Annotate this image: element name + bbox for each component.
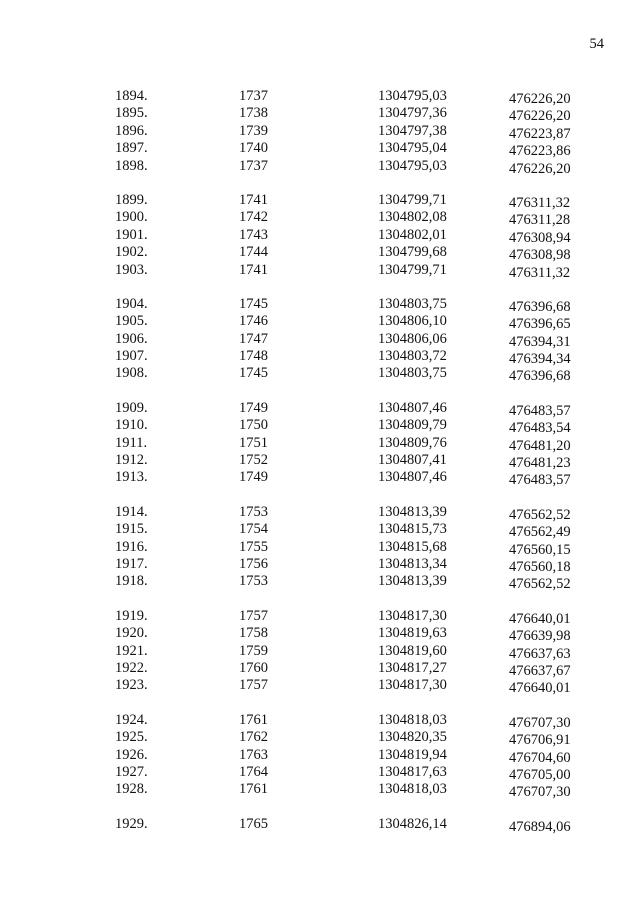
row-number: 1907. xyxy=(115,348,148,365)
point-id: 1757 xyxy=(239,607,268,624)
coordinate-y: 476396,68 xyxy=(509,298,571,315)
coordinate-x: 1304797,36 xyxy=(378,105,447,122)
coordinate-y: 476481,23 xyxy=(509,455,571,472)
row-number: 1898. xyxy=(115,157,148,174)
coordinate-y: 476706,91 xyxy=(509,732,571,749)
row-number: 1923. xyxy=(115,677,148,694)
coordinate-x: 1304815,73 xyxy=(378,521,447,538)
row-group xyxy=(0,504,640,591)
point-id: 1737 xyxy=(239,88,268,104)
row-number: 1911. xyxy=(115,434,148,451)
coordinate-x: 1304797,38 xyxy=(378,122,447,139)
row-number: 1914. xyxy=(115,503,148,520)
point-id: 1744 xyxy=(239,244,268,261)
coordinate-y: 476226,20 xyxy=(509,91,571,107)
coordinate-x: 1304802,08 xyxy=(378,209,447,226)
coordinate-y: 476481,20 xyxy=(509,437,571,454)
coordinate-x: 1304803,72 xyxy=(378,348,447,365)
coordinate-y: 476394,34 xyxy=(509,351,571,368)
coordinate-y: 476640,01 xyxy=(509,680,571,697)
point-id: 1752 xyxy=(239,452,268,469)
row-number: 1908. xyxy=(115,365,148,382)
coordinate-x: 1304817,27 xyxy=(378,659,447,676)
table-row xyxy=(0,192,640,209)
coordinate-y: 476308,98 xyxy=(509,247,571,264)
coordinate-y: 476707,30 xyxy=(509,784,571,801)
coordinate-x: 1304826,14 xyxy=(378,815,447,832)
table-row xyxy=(0,677,640,697)
point-id: 1761 xyxy=(239,781,268,798)
point-id: 1762 xyxy=(239,729,268,746)
table-row xyxy=(0,313,640,333)
row-number: 1916. xyxy=(115,538,148,555)
coordinate-x: 1304818,03 xyxy=(378,781,447,798)
row-number: 1906. xyxy=(115,330,148,347)
coordinate-x: 1304809,76 xyxy=(378,434,447,451)
row-group xyxy=(0,192,640,279)
coordinate-x: 1304813,34 xyxy=(378,555,447,572)
table-row xyxy=(0,123,640,140)
table-row xyxy=(0,452,640,472)
point-id: 1747 xyxy=(239,330,268,347)
point-id: 1743 xyxy=(239,226,268,243)
point-id: 1760 xyxy=(239,659,268,676)
coordinate-y: 476396,68 xyxy=(509,368,571,385)
table-row xyxy=(0,140,640,160)
coordinate-y: 476704,60 xyxy=(509,749,571,766)
table-row xyxy=(0,712,640,729)
table-row xyxy=(0,348,640,368)
coordinate-y: 476560,18 xyxy=(509,558,571,575)
coordinate-x: 1304807,46 xyxy=(378,399,447,416)
point-id: 1750 xyxy=(239,417,268,434)
coordinate-x: 1304819,94 xyxy=(378,746,447,763)
coordinate-x: 1304795,04 xyxy=(378,140,447,157)
coordinate-x: 1304809,79 xyxy=(378,417,447,434)
row-number: 1915. xyxy=(115,521,148,538)
table-row xyxy=(0,643,640,660)
coordinate-y: 476562,49 xyxy=(509,524,571,541)
row-number: 1929. xyxy=(115,815,148,832)
table-row xyxy=(0,504,640,521)
table-row xyxy=(0,539,640,556)
row-number: 1925. xyxy=(115,729,148,746)
row-number: 1917. xyxy=(115,555,148,572)
table-row xyxy=(0,660,640,677)
point-id: 1753 xyxy=(239,503,268,520)
table-row xyxy=(0,88,640,105)
row-number: 1905. xyxy=(115,313,148,330)
table-row xyxy=(0,469,640,489)
row-number: 1899. xyxy=(115,191,148,208)
point-id: 1765 xyxy=(239,815,268,832)
coordinate-y: 476226,20 xyxy=(509,108,571,125)
point-id: 1742 xyxy=(239,209,268,226)
point-id: 1753 xyxy=(239,573,268,590)
coordinate-x: 1304818,03 xyxy=(378,711,447,728)
table-row xyxy=(0,331,640,348)
point-id: 1763 xyxy=(239,746,268,763)
coordinate-y: 476311,32 xyxy=(509,194,571,211)
coordinate-y: 476707,30 xyxy=(509,714,571,731)
coordinate-x: 1304802,01 xyxy=(378,226,447,243)
point-id: 1759 xyxy=(239,642,268,659)
table-row xyxy=(0,105,640,125)
table-row xyxy=(0,365,640,385)
row-number: 1903. xyxy=(115,261,148,278)
point-id: 1751 xyxy=(239,434,268,451)
point-id: 1745 xyxy=(239,295,268,312)
row-number: 1919. xyxy=(115,607,148,624)
row-number: 1921. xyxy=(115,642,148,659)
table-row xyxy=(0,764,640,781)
point-id: 1741 xyxy=(239,261,268,278)
point-id: 1756 xyxy=(239,555,268,572)
table-row xyxy=(0,417,640,437)
point-id: 1761 xyxy=(239,711,268,728)
coordinate-y: 476562,52 xyxy=(509,506,571,523)
row-number: 1920. xyxy=(115,625,148,642)
point-id: 1758 xyxy=(239,625,268,642)
coordinate-x: 1304813,39 xyxy=(378,573,447,590)
point-id: 1764 xyxy=(239,763,268,780)
coordinate-x: 1304817,30 xyxy=(378,677,447,694)
point-id: 1739 xyxy=(239,122,268,139)
row-number: 1897. xyxy=(115,140,148,157)
coordinate-x: 1304799,71 xyxy=(378,191,447,208)
table-row xyxy=(0,625,640,645)
coordinate-y: 476894,06 xyxy=(509,818,571,835)
table-row xyxy=(0,227,640,244)
coordinate-y: 476308,94 xyxy=(509,229,571,246)
row-number: 1894. xyxy=(115,88,148,104)
table-row xyxy=(0,262,640,279)
coordinate-x: 1304819,60 xyxy=(378,642,447,659)
row-number: 1913. xyxy=(115,469,148,486)
table-row xyxy=(0,400,640,417)
coordinate-x: 1304815,68 xyxy=(378,538,447,555)
point-id: 1755 xyxy=(239,538,268,555)
coordinate-y: 476223,86 xyxy=(509,143,571,160)
row-number: 1896. xyxy=(115,122,148,139)
coordinate-y: 476640,01 xyxy=(509,610,571,627)
row-number: 1912. xyxy=(115,452,148,469)
coordinate-y: 476226,20 xyxy=(509,160,571,177)
row-number: 1918. xyxy=(115,573,148,590)
point-id: 1754 xyxy=(239,521,268,538)
point-id: 1738 xyxy=(239,105,268,122)
coordinate-x: 1304807,46 xyxy=(378,469,447,486)
coordinate-x: 1304795,03 xyxy=(378,88,447,104)
row-group xyxy=(0,296,640,383)
point-id: 1749 xyxy=(239,399,268,416)
row-group xyxy=(0,816,640,833)
row-number: 1910. xyxy=(115,417,148,434)
row-group xyxy=(0,400,640,487)
coordinate-y: 476483,57 xyxy=(509,472,571,489)
row-number: 1909. xyxy=(115,399,148,416)
coordinate-x: 1304795,03 xyxy=(378,157,447,174)
table-row xyxy=(0,556,640,573)
row-number: 1900. xyxy=(115,209,148,226)
table-row xyxy=(0,209,640,229)
coordinate-x: 1304806,10 xyxy=(378,313,447,330)
coordinate-y: 476311,32 xyxy=(509,264,571,281)
coordinate-x: 1304819,63 xyxy=(378,625,447,642)
table-row xyxy=(0,521,640,541)
row-number: 1927. xyxy=(115,763,148,780)
row-group xyxy=(0,88,640,175)
row-group xyxy=(0,608,640,695)
point-id: 1757 xyxy=(239,677,268,694)
coordinate-x: 1304799,71 xyxy=(378,261,447,278)
row-number: 1922. xyxy=(115,659,148,676)
row-number: 1928. xyxy=(115,781,148,798)
table-row xyxy=(0,435,640,452)
row-number: 1901. xyxy=(115,226,148,243)
row-group xyxy=(0,712,640,799)
coordinate-y: 476637,63 xyxy=(509,645,571,662)
coordinates-table xyxy=(0,88,640,850)
coordinate-x: 1304803,75 xyxy=(378,365,447,382)
coordinate-y: 476311,28 xyxy=(509,212,571,229)
coordinate-y: 476483,57 xyxy=(509,402,571,419)
coordinate-y: 476705,00 xyxy=(509,766,571,783)
coordinate-x: 1304803,75 xyxy=(378,295,447,312)
coordinate-x: 1304806,06 xyxy=(378,330,447,347)
point-id: 1748 xyxy=(239,348,268,365)
coordinate-y: 476639,98 xyxy=(509,628,571,645)
row-number: 1895. xyxy=(115,105,148,122)
coordinate-y: 476394,31 xyxy=(509,333,571,350)
coordinate-y: 476637,67 xyxy=(509,662,571,679)
coordinate-y: 476223,87 xyxy=(509,125,571,142)
point-id: 1745 xyxy=(239,365,268,382)
point-id: 1740 xyxy=(239,140,268,157)
coordinate-x: 1304799,68 xyxy=(378,244,447,261)
row-number: 1926. xyxy=(115,746,148,763)
coordinate-x: 1304820,35 xyxy=(378,729,447,746)
table-row xyxy=(0,573,640,593)
coordinate-y: 476483,54 xyxy=(509,420,571,437)
row-number: 1904. xyxy=(115,295,148,312)
page-number: 54 xyxy=(589,36,604,52)
coordinate-x: 1304817,30 xyxy=(378,607,447,624)
table-row xyxy=(0,729,640,749)
table-row xyxy=(0,781,640,801)
table-row xyxy=(0,608,640,625)
coordinate-x: 1304813,39 xyxy=(378,503,447,520)
table-row xyxy=(0,816,640,833)
table-row xyxy=(0,244,640,264)
table-row xyxy=(0,296,640,313)
point-id: 1741 xyxy=(239,191,268,208)
row-number: 1902. xyxy=(115,244,148,261)
point-id: 1737 xyxy=(239,157,268,174)
table-row xyxy=(0,747,640,764)
point-id: 1749 xyxy=(239,469,268,486)
row-number: 1924. xyxy=(115,711,148,728)
coordinate-x: 1304807,41 xyxy=(378,452,447,469)
table-row xyxy=(0,158,640,175)
coordinate-y: 476562,52 xyxy=(509,576,571,593)
point-id: 1746 xyxy=(239,313,268,330)
coordinate-y: 476560,15 xyxy=(509,541,571,558)
coordinate-x: 1304817,63 xyxy=(378,763,447,780)
coordinate-y: 476396,65 xyxy=(509,316,571,333)
